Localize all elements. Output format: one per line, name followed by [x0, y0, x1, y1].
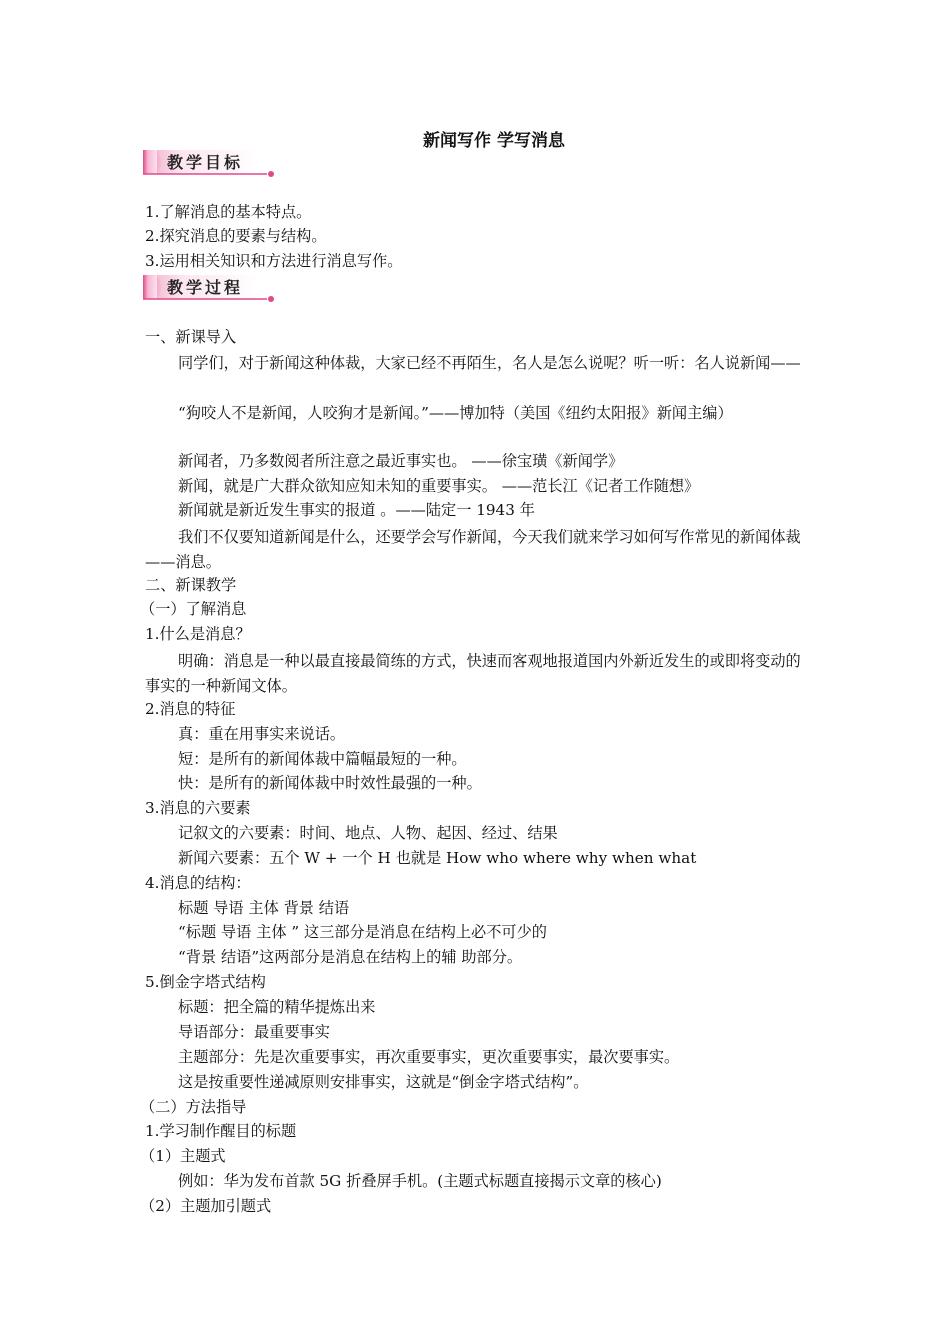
item-heading: 1.什么是消息？ [145, 625, 251, 643]
paragraph: 明确：消息是一种以最直接最简练的方式，快速而客观地报道国内外新近发生的或即将变动的事实的一种新闻文体。 [145, 652, 801, 695]
item-heading: 3.消息的六要素 [145, 799, 251, 817]
list-item: “标题 导语 主体 ” 这三部分是消息在结构上必不可少的 [178, 923, 547, 941]
paragraph: 同学们，对于新闻这种体裁，大家已经不再陌生，名人是怎么说呢？听一听：名人说新闻—— [178, 354, 801, 372]
quote: “狗咬人不是新闻，人咬狗才是新闻。”——博加特（美国《纽约太阳报》新闻主编） [178, 404, 733, 422]
list-item: 新闻六要素：五个 W + 一个 H 也就是 How who where why when what [178, 849, 697, 867]
quote: 新闻就是新近发生事实的报道 。——陆定一 1943 年 [178, 501, 535, 519]
list-item: （2）主题加引题式 [140, 1197, 272, 1215]
goal-item: 1.了解消息的基本特点。 [145, 203, 312, 221]
subsection-heading: （一）了解消息 [140, 600, 247, 618]
item-heading: 1.学习制作醒目的标题 [145, 1122, 297, 1140]
quote: 新闻者，乃多数阅者所注意之最近事实也。 ——徐宝璜《新闻学》 [178, 452, 624, 470]
banner-teaching-goals [143, 148, 279, 178]
list-item: （1）主题式 [140, 1147, 226, 1165]
list-item: 导语部分：最重要事实 [178, 1023, 330, 1041]
goal-item: 2.探究消息的要素与结构。 [145, 227, 327, 245]
page-title: 新闻写作 学写消息 [423, 131, 565, 151]
list-item: 短：是所有的新闻体裁中篇幅最短的一种。 [178, 750, 467, 768]
list-item: 例如：华为发布首款 5G 折叠屏手机。(主题式标题直接揭示文章的核心) [178, 1172, 662, 1190]
banner-label: 教学目标 [167, 153, 244, 172]
subsection-heading: （二）方法指导 [140, 1098, 247, 1116]
item-heading: 5.倒金字塔式结构 [145, 973, 266, 991]
list-item: 标题：把全篇的精华提炼出来 [178, 998, 376, 1016]
quote: 新闻，就是广大群众欲知应知未知的重要事实。 ——范长江《记者工作随想》 [178, 477, 700, 495]
section-heading: 二、新课教学 [145, 576, 237, 594]
list-item: 主题部分：先是次重要事实，再次重要事实，更次重要事实，最次要事实。 [178, 1048, 680, 1066]
section-heading: 一、新课导入 [145, 328, 237, 346]
banner-label: 教学过程 [167, 278, 244, 297]
list-item: 真：重在用事实来说话。 [178, 725, 346, 743]
paragraph: 我们不仅要知道新闻是什么，还要学会写作新闻，今天我们就来学习如何写作常见的新闻体裁——消息。 [145, 528, 801, 571]
list-item: 标题 导语 主体 背景 结语 [178, 899, 350, 917]
goal-item: 3.运用相关知识和方法进行消息写作。 [145, 252, 403, 270]
list-item: 这是按重要性递减原则安排事实，这就是“倒金字塔式结构”。 [178, 1073, 589, 1091]
banner-teaching-process [143, 273, 279, 303]
list-item: “背景 结语”这两部分是消息在结构上的辅 助部分。 [178, 948, 523, 966]
item-heading: 2.消息的特征 [145, 700, 236, 718]
list-item: 记叙文的六要素：时间、地点、人物、起因、经过、结果 [178, 824, 558, 842]
item-heading: 4.消息的结构： [145, 874, 251, 892]
list-item: 快：是所有的新闻体裁中时效性最强的一种。 [178, 774, 482, 792]
